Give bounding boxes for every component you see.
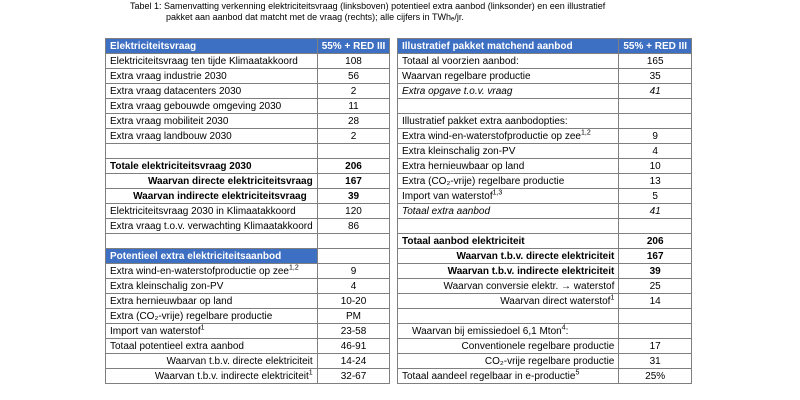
row-label: Extra vraag industrie 2030: [106, 69, 318, 84]
row-label: Conventionele regelbare productie: [398, 339, 619, 354]
table-row: [398, 324, 692, 339]
table-row: [398, 84, 692, 99]
row-value: 39: [619, 264, 692, 279]
caption-line-1: Tabel 1: Samenvatting verkenning elektriciteitsvraag (linksboven) potentieel extra aanbod (linksonder) en een illustratief: [130, 1, 606, 11]
row-value: PM: [317, 309, 390, 324]
row-value: 10-20: [317, 294, 390, 309]
table-row: [106, 309, 390, 324]
row-value: 25%: [619, 369, 692, 384]
table-row: [398, 129, 692, 144]
table-row: [106, 219, 390, 234]
row-value: 46-91: [317, 339, 390, 354]
row-label: Totaal al voorzien aanbod:: [398, 54, 619, 69]
row-value: 5: [619, 189, 692, 204]
row-value: 31: [619, 354, 692, 369]
table-row: [106, 99, 390, 114]
row-label: Extra kleinschalig zon-PV: [398, 144, 619, 159]
table-row: [398, 159, 692, 174]
table-row: [398, 294, 692, 309]
row-value: 11: [317, 99, 390, 114]
electricity-demand-table: [105, 38, 390, 384]
row-label: Waarvan direct waterstof$^1$: [398, 294, 619, 309]
row-value: 165: [619, 54, 692, 69]
row-label: Illustratief pakket extra aanbodopties:: [398, 114, 619, 129]
row-value: 2: [317, 129, 390, 144]
row-label: Waarvan conversie elektr. → waterstof: [398, 279, 619, 294]
header-scenario: 55% + RED III: [619, 39, 692, 54]
row-value: 167: [619, 249, 692, 264]
row-value: 17: [619, 339, 692, 354]
table-row: [106, 324, 390, 339]
table-row: [106, 279, 390, 294]
table-row: [398, 204, 692, 219]
table-row-total: [398, 234, 692, 249]
caption-line-2: pakket aan aanbod dat matcht met de vraag (rechts); alle cijfers in TWhₑ/jr.: [166, 12, 464, 22]
table-row: [398, 69, 692, 84]
row-label: Extra opgave t.o.v. vraag: [398, 84, 619, 99]
table-row: [398, 369, 692, 384]
row-value: 32-67: [317, 369, 390, 384]
table-row: [398, 144, 692, 159]
table-row: [106, 129, 390, 144]
row-label: Extra (CO₂-vrije) regelbare productie: [398, 174, 619, 189]
table-row: [398, 189, 692, 204]
row-label: CO₂-vrije regelbare productie: [398, 354, 619, 369]
row-value: 167: [317, 174, 390, 189]
row-label: Extra vraag t.o.v. verwachting Klimaatakkoord: [106, 219, 318, 234]
row-value: 13: [619, 174, 692, 189]
header-electricity-demand: Elektriciteitsvraag: [106, 39, 318, 54]
spacer-row: [398, 99, 692, 114]
table-row-total: [106, 159, 390, 174]
table-row: [106, 294, 390, 309]
row-value: 28: [317, 114, 390, 129]
row-label: Extra vraag landbouw 2030: [106, 129, 318, 144]
row-label: Totaal aanbod elektriciteit: [398, 234, 619, 249]
row-label: Elektriciteitsvraag 2030 in Klimaatakkoord: [106, 204, 318, 219]
row-label: Waarvan t.b.v. indirecte elektriciteit$^1$: [106, 369, 318, 384]
row-label: Waarvan regelbare productie: [398, 69, 619, 84]
row-value: 4: [317, 279, 390, 294]
row-value: 35: [619, 69, 692, 84]
row-label: Waarvan t.b.v. directe elektriciteit: [106, 354, 318, 369]
row-label: Import van waterstof$^{1,3}$: [398, 189, 619, 204]
spacer-row: [106, 144, 390, 159]
row-value: 86: [317, 219, 390, 234]
row-value: 120: [317, 204, 390, 219]
table-row: [398, 339, 692, 354]
row-value: 56: [317, 69, 390, 84]
spacer-row: [398, 309, 692, 324]
row-value: 14-24: [317, 354, 390, 369]
section-title-supply: Potentieel extra elektriciteitsaanbod: [106, 249, 318, 264]
table-row: [106, 189, 390, 204]
table-row: [398, 54, 692, 69]
row-label: Totaal potentieel extra aanbod: [106, 339, 318, 354]
illustrative-supply-table: [397, 38, 692, 384]
row-label: Totaal aandeel regelbaar in e-productie$^5$: [398, 369, 619, 384]
row-label: Waarvan bij emissiedoel 6,1 Mton$^4$:: [398, 324, 619, 339]
table-row: [398, 174, 692, 189]
table-row: [106, 54, 390, 69]
row-value: 206: [317, 159, 390, 174]
spacer-row: [398, 219, 692, 234]
table-row: [106, 114, 390, 129]
table-row: [398, 249, 692, 264]
row-value: 41: [619, 204, 692, 219]
row-label: Totaal extra aanbod: [398, 204, 619, 219]
table-row: [106, 339, 390, 354]
table-row: [106, 354, 390, 369]
row-label: Extra vraag datacenters 2030: [106, 84, 318, 99]
table-header-row: [106, 39, 390, 54]
row-label: Extra vraag gebouwde omgeving 2030: [106, 99, 318, 114]
table-row: [398, 279, 692, 294]
table-row: [106, 174, 390, 189]
section-header-row: [106, 249, 390, 264]
table-row: [398, 354, 692, 369]
row-label: Extra vraag mobiliteit 2030: [106, 114, 318, 129]
row-value: 206: [619, 234, 692, 249]
row-value: 23-58: [317, 324, 390, 339]
row-label: Extra kleinschalig zon-PV: [106, 279, 318, 294]
row-value: 4: [619, 144, 692, 159]
row-label: Totale elektriciteitsvraag 2030: [106, 159, 318, 174]
header-scenario: 55% + RED III: [317, 39, 390, 54]
row-value: 9: [317, 264, 390, 279]
row-value: 2: [317, 84, 390, 99]
row-label: Import van waterstof$^1$: [106, 324, 318, 339]
row-label: Elektriciteitsvraag ten tijde Klimaatakkoord: [106, 54, 318, 69]
row-label: Extra wind-en-waterstofproductie op zee$^{1,2}$: [398, 129, 619, 144]
row-value: 9: [619, 129, 692, 144]
row-value: 39: [317, 189, 390, 204]
row-value: 108: [317, 54, 390, 69]
table-row: [106, 69, 390, 84]
header-illustrative-package: Illustratief pakket matchend aanbod: [398, 39, 619, 54]
row-value: 41: [619, 84, 692, 99]
row-label: Extra hernieuwbaar op land: [106, 294, 318, 309]
table-row: [106, 204, 390, 219]
row-value: 10: [619, 159, 692, 174]
row-label: Extra hernieuwbaar op land: [398, 159, 619, 174]
row-label: Waarvan directe elektriciteitsvraag: [106, 174, 318, 189]
row-label: Extra (CO₂-vrije) regelbare productie: [106, 309, 318, 324]
row-value: 14: [619, 294, 692, 309]
table-row: [106, 369, 390, 384]
row-label: Extra wind-en-waterstofproductie op zee$^{1,2}$: [106, 264, 318, 279]
table-row: [106, 264, 390, 279]
row-label: Waarvan indirecte elektriciteitsvraag: [106, 189, 318, 204]
spacer-row: [106, 234, 390, 249]
table-row: [398, 264, 692, 279]
table-header-row: [398, 39, 692, 54]
table-caption: [130, 1, 690, 23]
table-row: [398, 114, 692, 129]
row-label: Waarvan t.b.v. directe elektriciteit: [398, 249, 619, 264]
table-row: [106, 84, 390, 99]
row-value: 25: [619, 279, 692, 294]
row-label: Waarvan t.b.v. indirecte elektriciteit: [398, 264, 619, 279]
